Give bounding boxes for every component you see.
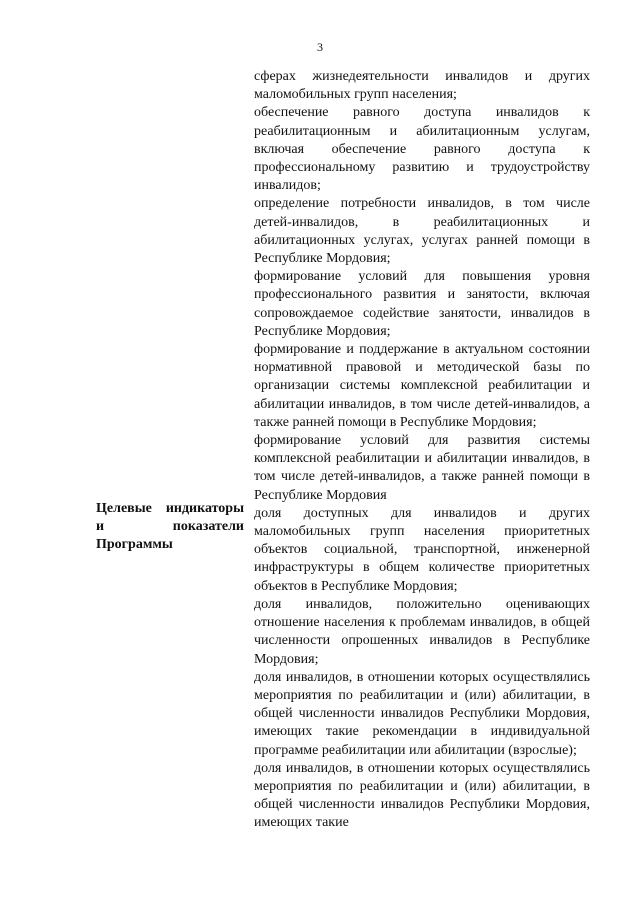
page-number: 3 — [317, 40, 323, 54]
indicator-paragraph: доля доступных для инвалидов и других маломобильных групп населения приоритетных объектов социальной, транспортной, инженерной инфраструктуры в общем количестве приоритетных объектов в Республике Мордовия; — [254, 505, 590, 594]
indicators-section-label: Целевые индикаторы и показатели Программы — [96, 501, 244, 553]
indicator-paragraph: доля инвалидов, положительно оценивающих отношение населения к проблемам инвалидов, в общей численности опрошенных инвалидов в Республике Мордовия; — [254, 596, 590, 667]
goal-paragraph: формирование условий для повышения уровня профессионального развития и занятости, включая сопровождаемое содействие занятости, инвалидов в Республике Мордовия; — [254, 269, 590, 339]
goal-paragraph: сферах жизнедеятельности инвалидов и других маломобильных групп населения; — [254, 69, 590, 103]
goal-paragraph: определение потребности инвалидов, в том числе детей-инвалидов, в реабилитационных и абилитационных услугах, услугах ранней помощи в Республике Мордовия; — [254, 196, 590, 267]
goal-paragraph: формирование и поддержание в актуальном состоянии нормативной правовой и методической базы по организации системы комплексной реабилитации и абилитации инвалидов, в том числе детей-инвалидов, а также ранней помощи в Республике Мордовия; — [254, 342, 590, 430]
goal-paragraph: обеспечение равного доступа инвалидов к реабилитационным и абилитационным услугам, включая обеспечение равного доступа к профессиональному развитию и трудоустройству инвалидов; — [254, 105, 590, 194]
goal-paragraph: формирование условий для развития системы комплексной реабилитации и абилитации инвалидов, в том числе детей-инвалидов, а также ранней помощи в Республике Мордовия — [254, 433, 590, 503]
program-text-column — [254, 68, 590, 833]
indicator-paragraph: доля инвалидов, в отношении которых осуществлялись мероприятия по реабилитации и (или) абилитации, в общей численности инвалидов Республики Мордовия, имеющих такие — [254, 760, 590, 831]
indicator-paragraph: доля инвалидов, в отношении которых осуществлялись мероприятия по реабилитации и (или) абилитации, в общей численности инвалидов Республики Мордовия, имеющих такие рекомендации в индивидуальной программе реабилитации или абилитации (взрослые); — [254, 669, 590, 758]
